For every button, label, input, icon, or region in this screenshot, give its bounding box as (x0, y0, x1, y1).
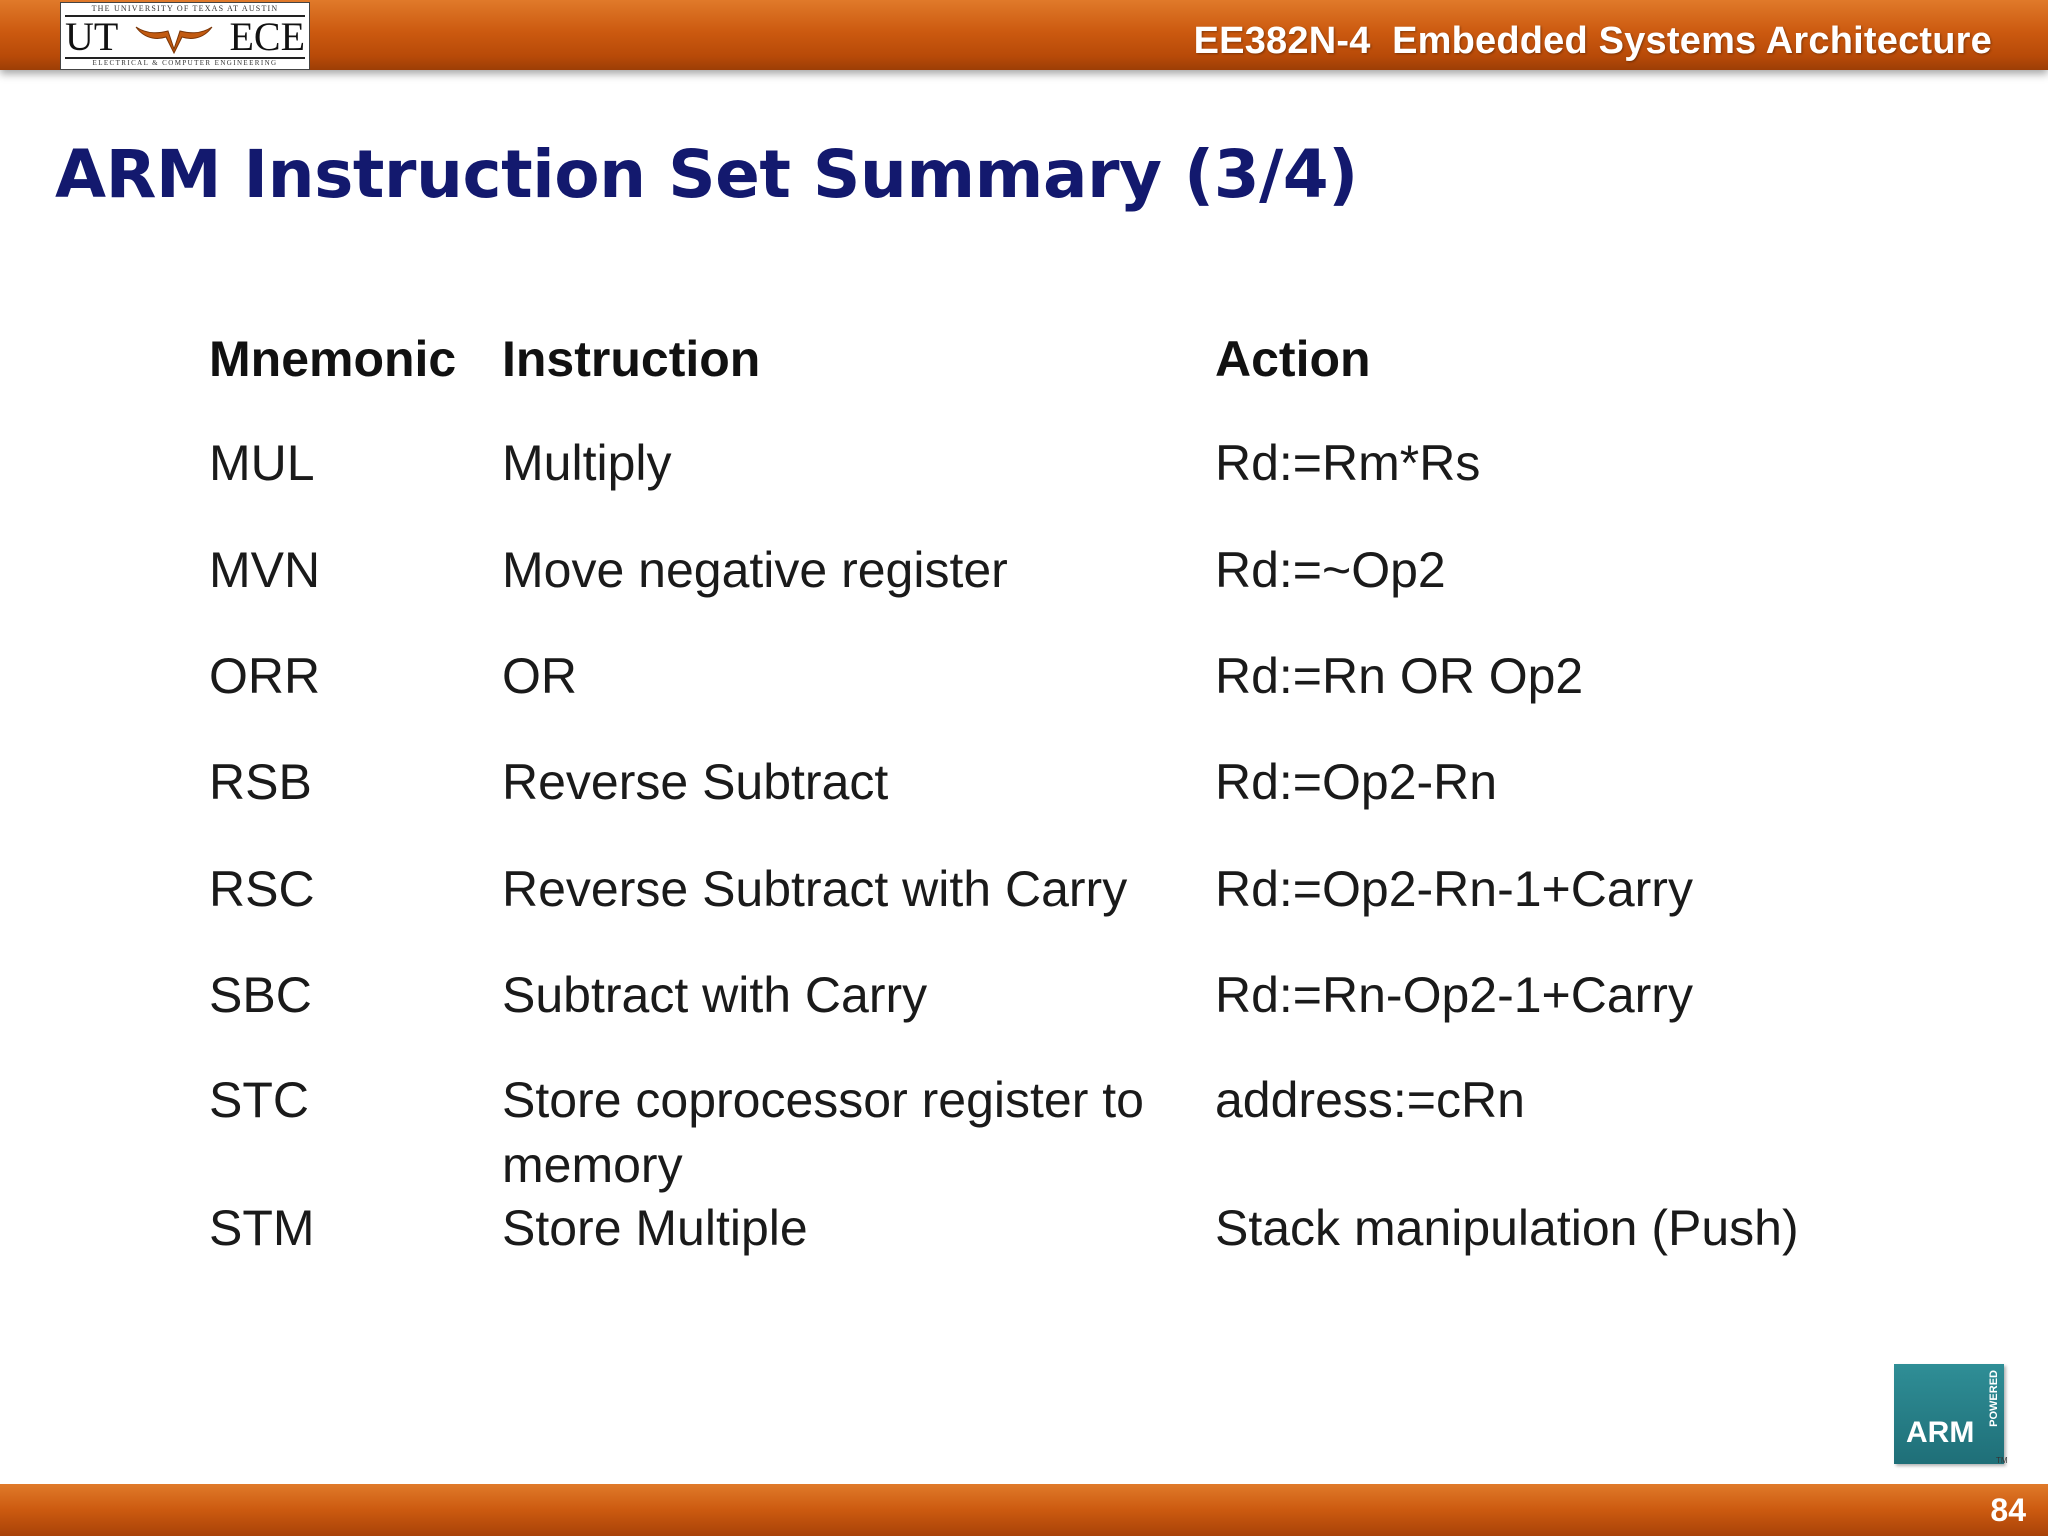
instruction-cell: Subtract with Carry (502, 967, 928, 1023)
column-header-instruction: Instruction (502, 331, 761, 387)
instruction-cell: Reverse Subtract with Carry (502, 861, 1128, 917)
instruction-cell: Multiply (502, 435, 672, 491)
column-header-action: Action (1215, 331, 1371, 387)
instruction-cell: OR (502, 648, 577, 704)
instruction-cell: Move negative register (502, 542, 1008, 598)
arm-powered-text: POWERED (1988, 1370, 2000, 1427)
action-cell: Rd:=~Op2 (1215, 542, 1446, 598)
action-cell: address:=cRn (1215, 1072, 1525, 1128)
logo-ut-text: UT (65, 14, 119, 59)
logo-row (65, 15, 305, 59)
mnemonic-cell: STM (209, 1200, 315, 1256)
arm-trademark: TM (1996, 1456, 2008, 1465)
arm-logo-text: ARM (1906, 1416, 1975, 1449)
instruction-cell: Store Multiple (502, 1200, 808, 1256)
header-bar (0, 0, 2048, 70)
mnemonic-cell: MVN (209, 542, 321, 598)
action-cell: Rd:=Op2-Rn (1215, 754, 1498, 810)
action-cell: Stack manipulation (Push) (1215, 1200, 1799, 1256)
action-cell: Rd:=Rn-Op2-1+Carry (1215, 967, 1693, 1023)
footer-bar (0, 1484, 2048, 1536)
mnemonic-cell: RSC (209, 861, 315, 917)
action-cell: Rd:=Rn OR Op2 (1215, 648, 1584, 704)
mnemonic-cell: SBC (209, 967, 312, 1023)
logo-university-text: THE UNIVERSITY OF TEXAS AT AUSTIN (91, 4, 279, 13)
mnemonic-cell: RSB (209, 754, 312, 810)
course-title: EE382N-4 Embedded Systems Architecture (1193, 20, 1992, 62)
ut-ece-logo (60, 2, 310, 70)
mnemonic-cell: ORR (209, 648, 321, 704)
instruction-cell: Store coprocessor register to (502, 1072, 1144, 1128)
arm-powered-logo (1894, 1364, 2004, 1464)
logo-ece-text: ECE (229, 14, 305, 59)
page-number: 84 (1990, 1492, 2026, 1528)
action-cell: Rd:=Rm*Rs (1215, 435, 1481, 491)
mnemonic-cell: STC (209, 1072, 309, 1128)
instruction-cell: Reverse Subtract (502, 754, 889, 810)
column-header-mnemonic: Mnemonic (209, 331, 457, 387)
action-cell: Rd:=Op2-Rn-1+Carry (1215, 861, 1693, 917)
longhorn-icon (134, 19, 214, 55)
instruction-cell-continuation: memory (502, 1137, 683, 1193)
mnemonic-cell: MUL (209, 435, 315, 491)
page-title: ARM Instruction Set Summary (3/4) (55, 136, 1358, 213)
logo-department-text: ELECTRICAL & COMPUTER ENGINEERING (92, 59, 278, 67)
